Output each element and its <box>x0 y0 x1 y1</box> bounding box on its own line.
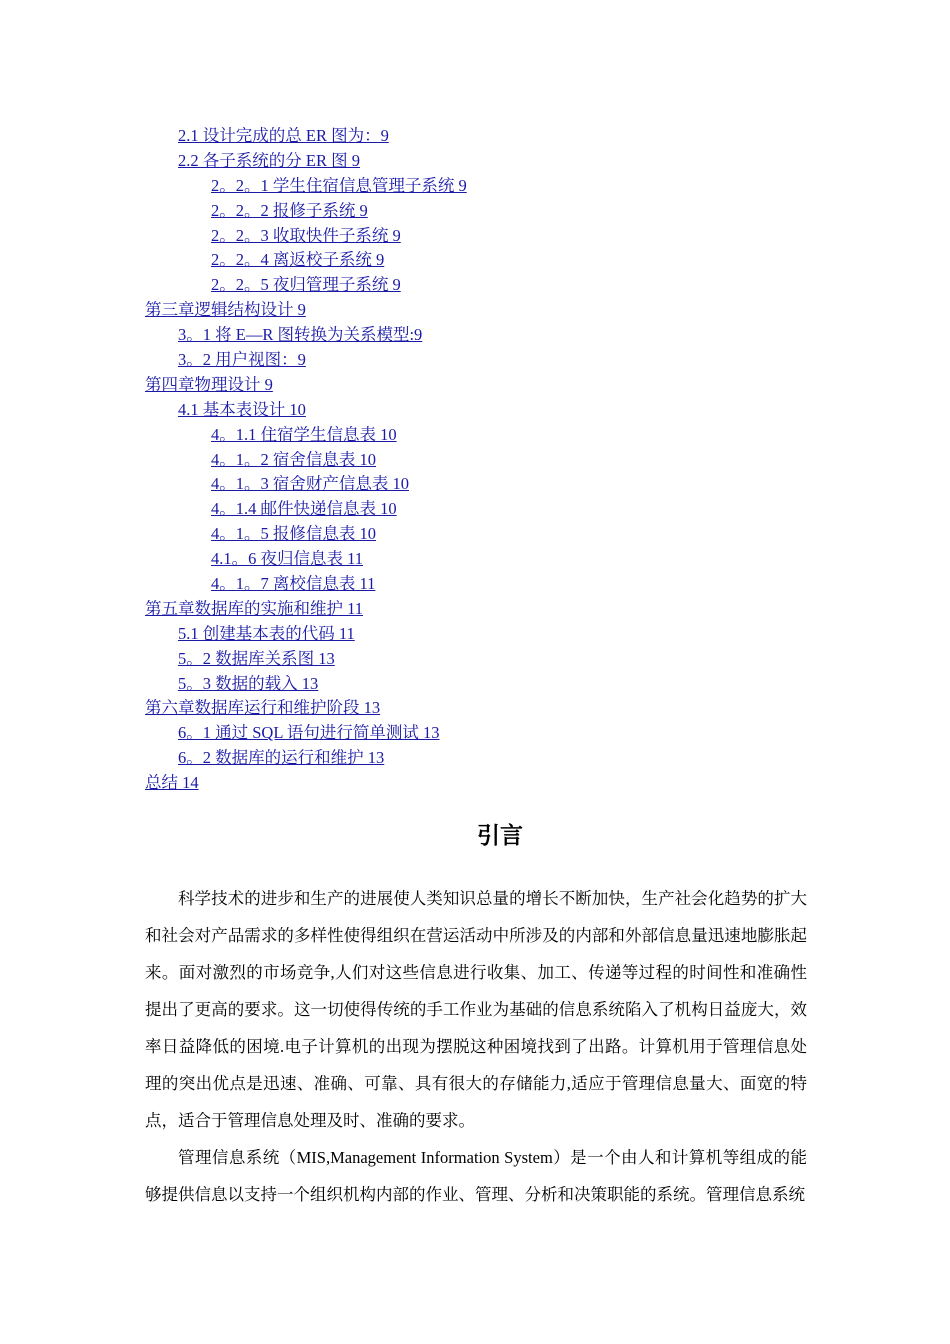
toc-link[interactable]: 4。1.1 住宿学生信息表 10 <box>211 424 397 444</box>
toc-link[interactable]: 第六章数据库运行和维护阶段 13 <box>145 698 381 718</box>
toc-link[interactable]: 4。1。5 报修信息表 10 <box>211 524 376 544</box>
toc-link[interactable]: 4.1 基本表设计 10 <box>178 399 306 419</box>
intro-paragraph-2: 管理信息系统（MIS,Management Information System）是一个由人和计算机等组成的能够提供信息以支持一个组织机构内部的作业、管理、分析和决策职能的系统。管理信息系统 <box>145 1148 807 1204</box>
intro-body <box>145 880 807 1213</box>
toc-link[interactable]: 5。3 数据的载入 13 <box>178 673 319 693</box>
toc-link[interactable]: 2。2。1 学生住宿信息管理子系统 9 <box>211 175 467 195</box>
toc-link[interactable]: 2。2。4 离返校子系统 9 <box>211 250 385 270</box>
intro-paragraph-1: 科学技术的进步和生产的进展使人类知识总量的增长不断加快，生产社会化趋势的扩大和社会对产品需求的多样性使得组织在营运活动中所涉及的内部和外部信息量迅速地膨胀起来。面对激烈的市场竞争,人们对这些信息进行收集、加工、传递等过程的时间性和准确性提出了更高的要求。这一切使得传统的手工作业为基础的信息系统陷入了机构日益庞大，效率日益降低的困境.电子计算机的出现为摆脱这种困境找到了出路。计算机用于管理信息处理的突出优点是迅速、准确、可靠、具有很大的存储能力,适应于管理信息量大、面宽的特点，适合于管理信息处理及时、准确的要求。 <box>145 889 807 1130</box>
toc-link[interactable]: 5.1 创建基本表的代码 11 <box>178 623 355 643</box>
toc-link[interactable]: 4。1.4 邮件快递信息表 10 <box>211 499 397 519</box>
toc-link[interactable]: 5。2 数据库关系图 13 <box>178 648 335 668</box>
toc-link[interactable]: 4。1。7 离校信息表 11 <box>211 574 376 594</box>
toc-link[interactable]: 2。2。2 报修子系统 9 <box>211 200 368 220</box>
toc-link[interactable]: 4。1。2 宿舍信息表 10 <box>211 449 376 469</box>
toc-link[interactable]: 6。1 通过 SQL 语句进行简单测试 13 <box>178 723 440 743</box>
toc-link[interactable]: 2.2 各子系统的分 ER 图 9 <box>178 150 360 170</box>
toc-link[interactable]: 2。2。3 收取快件子系统 9 <box>211 225 401 245</box>
toc-link[interactable]: 2.1 设计完成的总 ER 图为：9 <box>178 126 389 145</box>
toc-link[interactable]: 6。2 数据库的运行和维护 13 <box>178 748 385 768</box>
toc-link[interactable]: 第四章物理设计 9 <box>145 374 273 394</box>
toc-link[interactable]: 第三章逻辑结构设计 9 <box>145 300 306 320</box>
toc-link[interactable]: 4。1。3 宿舍财产信息表 10 <box>211 474 409 494</box>
toc-link[interactable]: 3。1 将 E—R 图转换为关系模型:9 <box>178 325 423 345</box>
toc-link[interactable]: 3。2 用户视图：9 <box>178 350 306 370</box>
toc-link[interactable]: 总结 14 <box>145 773 199 793</box>
toc-link[interactable]: 2。2。5 夜归管理子系统 9 <box>211 275 401 295</box>
toc-link[interactable]: 第五章数据库的实施和维护 11 <box>145 598 364 618</box>
intro-heading: 引言 <box>477 823 523 849</box>
table-of-contents <box>0 124 950 796</box>
toc-link[interactable]: 4.1。6 夜归信息表 11 <box>211 549 364 569</box>
